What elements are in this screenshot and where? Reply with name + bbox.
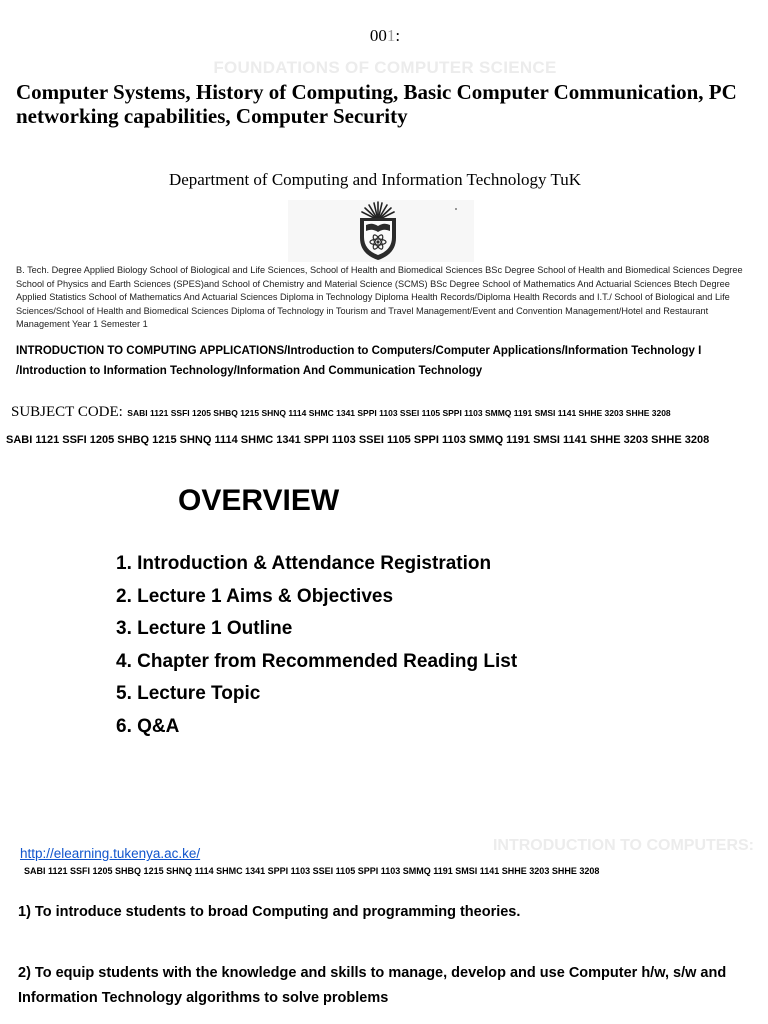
elearning-link[interactable]: http://elearning.tukenya.ac.ke/ [20,846,201,861]
subject-codes-bottom: SABI 1121 SSFI 1205 SHBQ 1215 SHNQ 1114 SHMC 1341 SPPI 1103 SSEI 1105 SPPI 1103 SMMQ 1191 SMSI 1141 SHHE 3203 SHHE 3208 [24,866,600,876]
page-number-main: 00 [369,26,387,45]
page-number-suffix: : [395,26,401,45]
subject-code-line [11,403,761,421]
faded-heading-bottom: INTRODUCTION TO COMPUTERS: [492,837,754,854]
university-crest-icon [288,200,474,262]
page-number-highlight: 1 [386,26,396,45]
overview-list [116,548,517,743]
list-item: 3. Lecture 1 Outline [116,618,293,639]
list-item: 5. Lecture Topic [116,683,261,704]
logo [288,200,474,262]
objective-1: 1) To introduce students to broad Computing and programming theories. [18,904,521,920]
subject-codes-repeat: SABI 1121 SSFI 1205 SHBQ 1215 SHNQ 1114 SHMC 1341 SPPI 1103 SSEI 1105 SPPI 1103 SMMQ 1191 SMSI 1141 SHHE 3203 SHHE 3208 [6,434,710,446]
list-item: 2. Lecture 1 Aims & Objectives [116,585,394,607]
overview-heading: OVERVIEW [178,484,340,517]
department-name: Department of Computing and Information Technology TuK [168,170,582,189]
page-number [0,26,768,46]
course-names: INTRODUCTION TO COMPUTING APPLICATIONS/Introduction to Computers/Computer Applications/Information Technology I /Introduction to Information Technology/Information And Communication Technology [16,345,702,377]
programmes-list: B. Tech. Degree Applied Biology School of Biological and Life Sciences, School of Health and Biomedical Sciences BSc Degree School of Health and Biomedical Sciences Degree School of Physics and Earth Sciences (SPES)and School of Chemistry and Material Science (SCMS) BSc Degree School of Mathematics And Actuarial Sciences Btech Degree Applied Statistics School of Mathematics And Actuarial Sciences Diploma in Technology Diploma Health Records/Diploma Health Records and I.T./ School of Biological and Life Sciences/School of Health and Biomedical Sciences Diploma of Technology in Tourism and Travel Management/Event and Convention Management/Hotel and Restaurant Management Year 1 Semester 1 [16,265,743,329]
list-item: 6. Q&A [116,715,180,737]
subject-code-values: SABI 1121 SSFI 1205 SHBQ 1215 SHNQ 1114 SHMC 1341 SPPI 1103 SSEI 1105 SPPI 1103 SMMQ 1191 SMSI 1141 SHHE 3203 SHHE 3208 [127,408,671,418]
list-item: 1. Introduction & Attendance Registration [116,553,492,574]
list-item: 4. Chapter from Recommended Reading List [116,650,518,672]
subject-code-label: SUBJECT CODE: [11,404,123,420]
document-title: Computer Systems, History of Computing, Basic Computer Communication, PC networking capabilities, Computer Security [16,80,737,128]
faded-heading-top: FOUNDATIONS OF COMPUTER SCIENCE [213,58,557,77]
objective-2: 2) To equip students with the knowledge and skills to manage, develop and use Computer h/w, s/w and Information Technology algorithms to solve problems [18,965,727,1006]
